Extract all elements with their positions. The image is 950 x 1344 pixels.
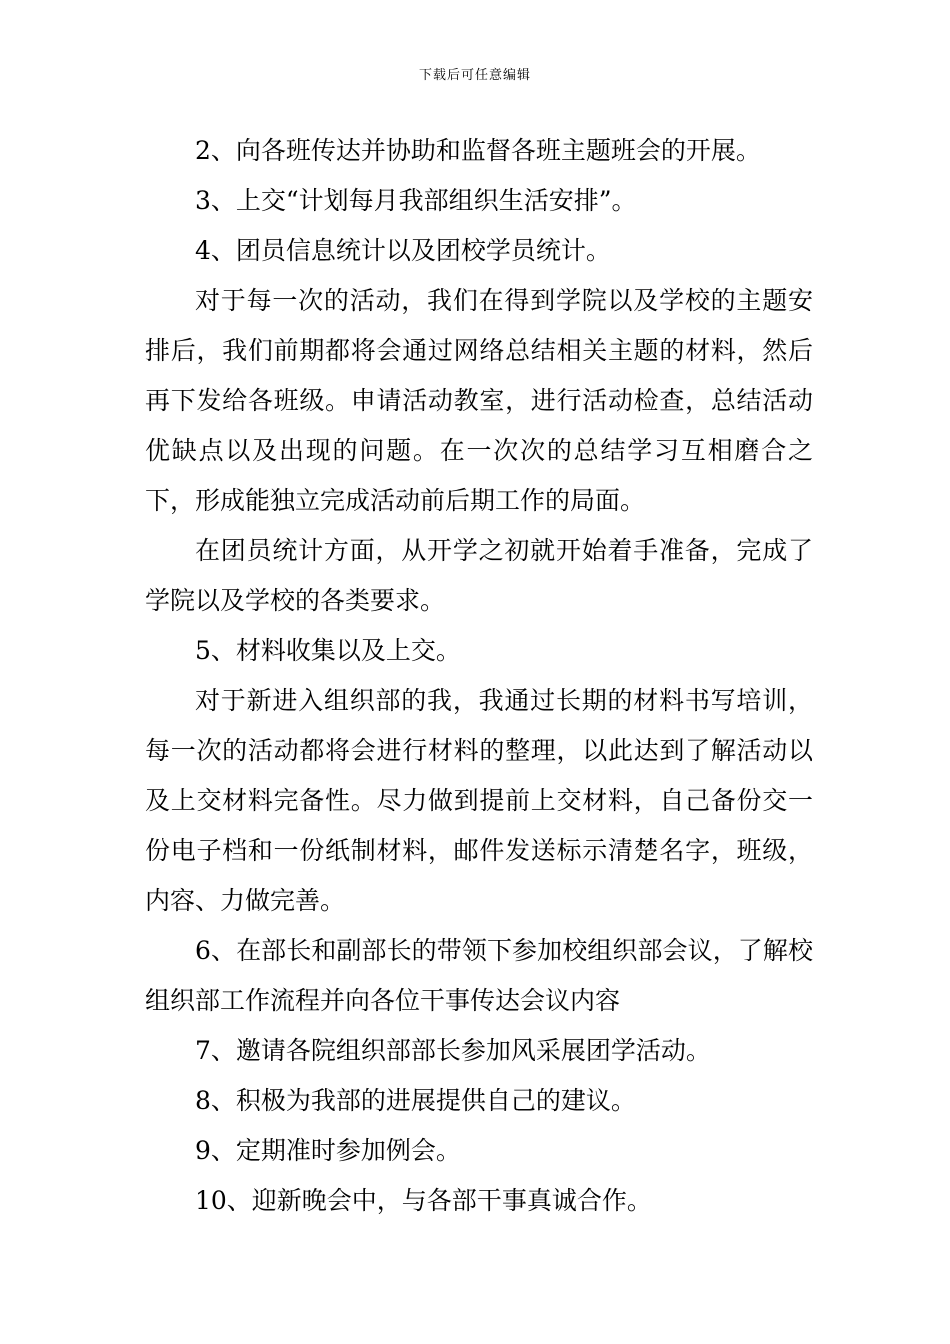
paragraph-item-10: 10、迎新晚会中，与各部干事真诚合作。 bbox=[195, 1186, 652, 1215]
paragraph-item-7: 7、邀请各院组织部部长参加风采展团学活动。 bbox=[195, 1036, 711, 1065]
paragraph-item-3: 3、上交“计划每月我部组织生活安排”。 bbox=[195, 186, 637, 215]
paragraph-item-6: 6、在部长和副部长的带领下参加校组织部会议，了解校组织部工作流程并向各位干事传达会议内容 bbox=[145, 936, 813, 1015]
paragraph-member-statistics: 在团员统计方面，从开学之初就开始着手准备，完成了学院以及学校的各类要求。 bbox=[145, 536, 813, 615]
document-body bbox=[145, 126, 813, 1226]
page-header: 下载后可任意编辑 bbox=[418, 68, 531, 83]
paragraph-materials: 对于新进入组织部的我，我通过长期的材料书写培训，每一次的活动都将会进行材料的整理，以此达到了解活动以及上交材料完备性。尽力做到提前上交材料，自己备份交一份电子档和一份纸制材料，邮件发送标示清楚名字，班级，内容、力做完善。 bbox=[145, 686, 813, 915]
paragraph-item-4: 4、团员信息统计以及团校学员统计。 bbox=[195, 236, 611, 265]
paragraph-item-2: 2、向各班传达并协助和监督各班主题班会的开展。 bbox=[195, 136, 761, 165]
paragraph-item-8: 8、积极为我部的进展提供自己的建议。 bbox=[195, 1086, 636, 1115]
paragraph-activity-summary: 对于每一次的活动，我们在得到学院以及学校的主题安排后，我们前期都将会通过网络总结相关主题的材料，然后再下发给各班级。申请活动教室，进行活动检查，总结活动优缺点以及出现的问题。在一次次的总结学习互相磨合之下，形成能独立完成活动前后期工作的局面。 bbox=[145, 286, 813, 515]
paragraph-item-9: 9、定期准时参加例会。 bbox=[195, 1136, 461, 1165]
paragraph-item-5: 5、材料收集以及上交。 bbox=[195, 636, 461, 665]
